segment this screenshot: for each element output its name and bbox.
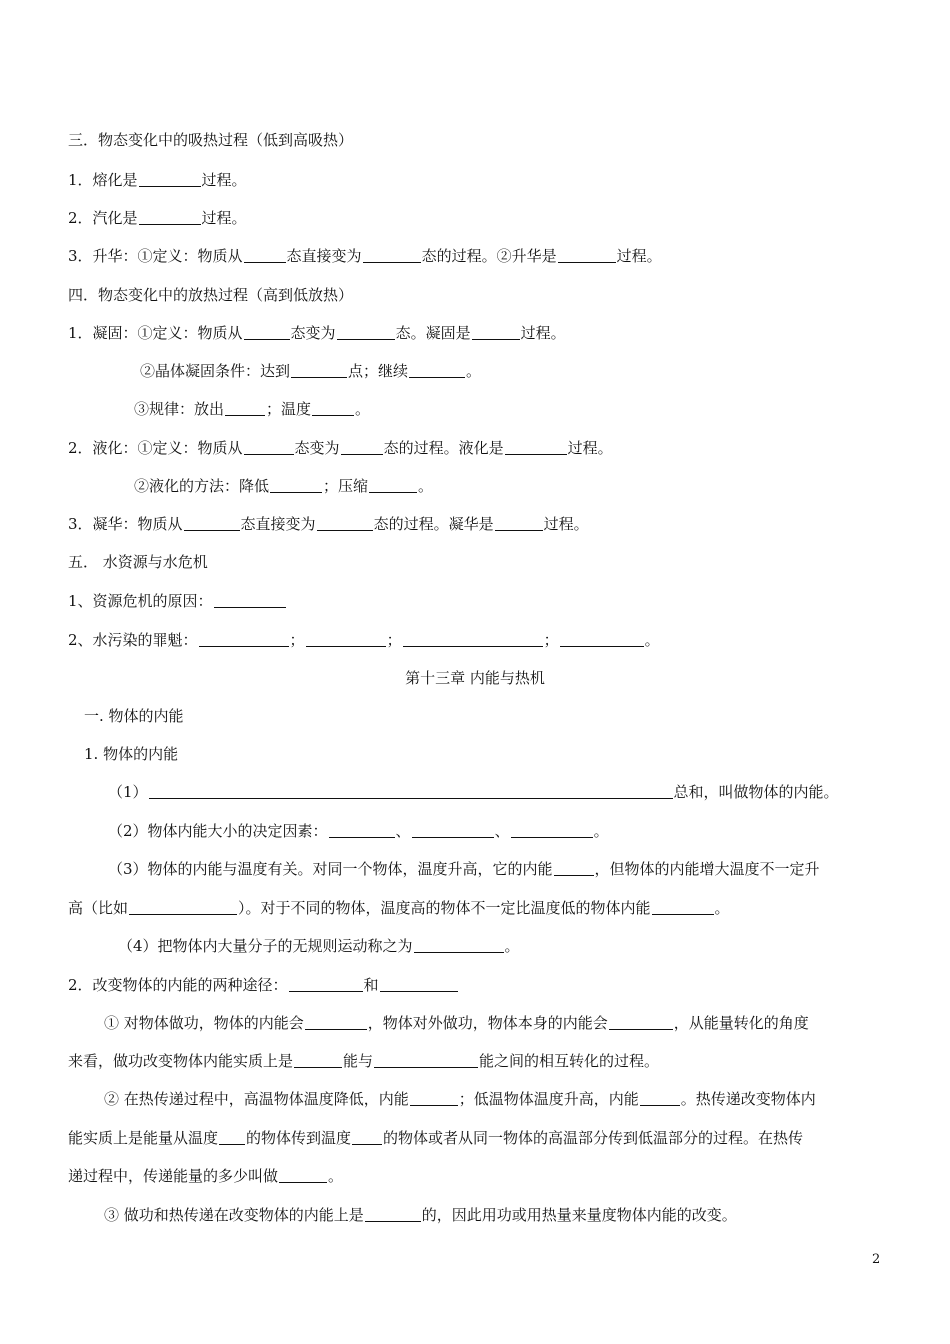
blank[interactable] [329,822,395,838]
chapter-title: 第十三章 内能与热机 [405,669,545,687]
melting-line: 1．熔化是 过程。 [68,171,247,189]
blank[interactable] [139,209,201,225]
blank[interactable] [609,1014,673,1030]
blank[interactable] [337,324,395,340]
blank[interactable] [306,631,386,647]
temperature-relation-line-b: 高（比如 ）。对于不同的物体，温度高的物体不一定比温度低的物体内能 。 [68,899,730,917]
blank[interactable] [511,822,593,838]
thermal-motion-line: （4）把物体内大量分子的无规则运动称之为 。 [118,937,520,955]
blank[interactable] [270,477,322,493]
blank[interactable] [294,1052,342,1068]
blank[interactable] [214,592,286,608]
crisis-cause-line: 1、资源危机的原因： [68,591,287,611]
blank[interactable] [414,937,504,953]
liquefaction-method-line: ②液化的方法：降低 ；压缩 。 [134,477,434,495]
blank[interactable] [244,247,286,263]
blank[interactable] [410,1090,458,1106]
blank[interactable] [640,1090,680,1106]
blank[interactable] [560,631,644,647]
section-3-title: 三．物态变化中的吸热过程（低到高吸热） [68,131,354,149]
blank[interactable] [219,1129,245,1145]
blank[interactable] [412,822,494,838]
blank[interactable] [199,631,289,647]
blank[interactable] [409,362,465,378]
blank[interactable] [380,976,458,992]
blank[interactable] [652,899,714,915]
work-line-b: 来看，做功改变物体内能实质上是 能与 能之间的相互转化的过程。 [68,1052,660,1070]
page-number: 2 [872,1252,881,1267]
blank[interactable] [495,515,543,531]
blank[interactable] [554,860,594,876]
equivalence-line: ③ 做功和热传递在改变物体的内能上是 的，因此用功或用热量来量度物体内能的改变。 [104,1206,737,1224]
blank[interactable] [365,1206,421,1222]
blank[interactable] [244,324,290,340]
internal-energy-definition: （1） 总和，叫做物体的内能。 [108,783,839,801]
section-4-title: 四．物态变化中的放热过程（高到低放热） [68,286,354,304]
determining-factors-line: （2）物体内能大小的决定因素： 、 、 。 [108,822,609,840]
blank[interactable] [279,1167,327,1183]
blank[interactable] [505,439,567,455]
blank[interactable] [149,783,673,799]
heat-transfer-line-b: 能实质上是能量从温度 的物体传到温度 的物体或者从同一物体的高温部分传到低温部分的过程。在热传 [68,1129,804,1147]
chapter-section-1: 一. 物体的内能 [84,707,184,725]
blank[interactable] [363,247,421,263]
temperature-relation-line-a: （3）物体的内能与温度有关。对同一个物体，温度升高，它的内能 ，但物体的内能增大温度不一定升 [108,860,820,878]
blank[interactable] [352,1129,382,1145]
blank[interactable] [305,1014,367,1030]
blank[interactable] [472,324,520,340]
pollution-line: 2、水污染的罪魁： ； ； ； 。 [68,631,660,649]
rule-line: ③规律：放出 ；温度 。 [134,400,371,418]
heat-transfer-line-a: ② 在热传递过程中，高温物体温度降低，内能 ；低温物体温度升高，内能 。热传递改变物体内 [104,1090,816,1108]
liquefaction-line: 2．液化：①定义：物质从 态变为 态的过程。液化是 过程。 [68,439,613,457]
chapter-subsection-1: 1. 物体的内能 [84,745,179,763]
blank[interactable] [317,515,373,531]
blank[interactable] [369,477,417,493]
deposition-line: 3．凝华：物质从 态直接变为 态的过程。凝华是 过程。 [68,515,589,533]
blank[interactable] [291,362,347,378]
heat-transfer-line-c: 递过程中，传递能量的多少叫做 。 [68,1167,344,1185]
crystal-condition-line: ②晶体凝固条件：达到 点；继续 。 [140,362,482,380]
sublimation-line: 3．升华：①定义：物质从 态直接变为 态的过程。②升华是 过程。 [68,247,662,265]
blank[interactable] [244,439,294,455]
solidification-line: 1．凝固：①定义：物质从 态变为 态。凝固是 过程。 [68,324,566,342]
blank[interactable] [184,515,240,531]
vaporization-line: 2．汽化是 过程。 [68,209,247,227]
blank[interactable] [403,631,543,647]
blank[interactable] [289,976,363,992]
blank[interactable] [341,439,383,455]
blank[interactable] [312,400,354,416]
work-line-a: ① 对物体做功，物体的内能会 ，物体对外做功，物体本身的内能会 ，从能量转化的角度 [104,1014,809,1032]
blank[interactable] [558,247,616,263]
blank[interactable] [129,899,237,915]
section-5-title: 五． 水资源与水危机 [68,553,208,571]
blank[interactable] [374,1052,478,1068]
blank[interactable] [225,400,265,416]
two-ways-line: 2．改变物体的内能的两种途径： 和 [68,975,459,995]
blank[interactable] [139,171,201,187]
